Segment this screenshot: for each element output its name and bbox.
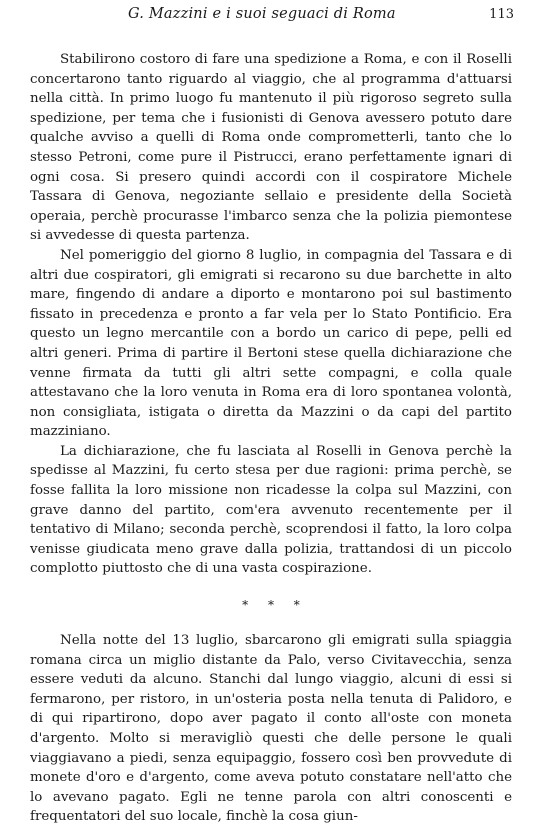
- paragraph-1: Stabilirono costoro di fare una spedizione a Roma, e con il Roselli concertarono tanto riguardo al viaggio, che al programma d'attuarsi nella città. In primo luogo fu mantenuto il più rigoroso segreto sulla spedizione, per tema che i fusionisti di Genova avessero potuto dare qualche avviso a quelli di Roma onde comprometterli, tanto che lo stesso Petroni, come pure il Pistrucci, erano perfettamente ignari di ogni cosa. Si presero quindi accordi con il cospiratore Michele Tassara di Genova, negoziante sellaio e presidente della Società operaia, perchè procurasse l'imbarco senza che la polizia piemontese si avvedesse di questa partenza.: [30, 52, 512, 244]
- running-title: G. Mazzini e i suoi seguaci di Roma: [128, 6, 396, 22]
- page-number: 113: [489, 7, 514, 22]
- page-header: [0, 6, 550, 28]
- paragraph-2: Nel pomeriggio del giorno 8 luglio, in compagnia del Tassara e di altri due cospiratori, gli emigrati si recarono su due barchette in alto mare, fingendo di andare a diporto e montarono poi sul bastimento fissato in precedenza e pronto a far vela per lo Stato Pontificio. Era questo un legno mercantile con a bordo un carico di pepe, pelli ed altri generi. Prima di partire il Bertoni stese quella dichiarazione che venne firmata da tutti gli altri sette compagni, e colla quale attestavano che la loro venuta in Roma era di loro spontanea volontà, non consigliata, istigata o diretta da Mazzini o da capi del partito mazziniano.: [30, 247, 512, 440]
- body-text: [30, 50, 512, 827]
- paragraph-3: La dichiarazione, che fu lasciata al Roselli in Genova perchè la spedisse al Mazzini, fu certo stesa per due ragioni: prima perchè, se fosse fallita la loro missione non ricadesse la colpa sul Mazzini, con grave danno del partito, com'era avvenuto recentemente per il tentativo di Milano; seconda perchè, scoprendosi il fatto, la loro colpa venisse giudicata meno grave dalla polizia, trattandosi di un piccolo complotto piuttosto che di una vasta cospirazione.: [30, 443, 512, 577]
- paragraph-4: Nella notte del 13 luglio, sbarcarono gli emigrati sulla spiaggia romana circa un miglio distante da Palo, verso Civitavecchia, senza essere veduti da alcuno. Stanchi dal lungo viaggio, alcuni di essi si fermarono, per ristoro, in un'osteria posta nella tenuta di Palidoro, e di qui ripartirono, dopo aver pagato il conto all'oste con moneta d'argento. Molto si meravigliò questi che delle persone le quali viaggiavano a piedi, senza equipaggio, fossero così ben provvedute di monete d'oro e d'argento, come aveva potuto constatare nell'atto che lo avevano pagato. Egli ne tenne parola con altri conoscenti e frequentatori del suo locale, finchè la cosa giun-: [30, 633, 512, 825]
- section-break: * * *: [242, 598, 308, 613]
